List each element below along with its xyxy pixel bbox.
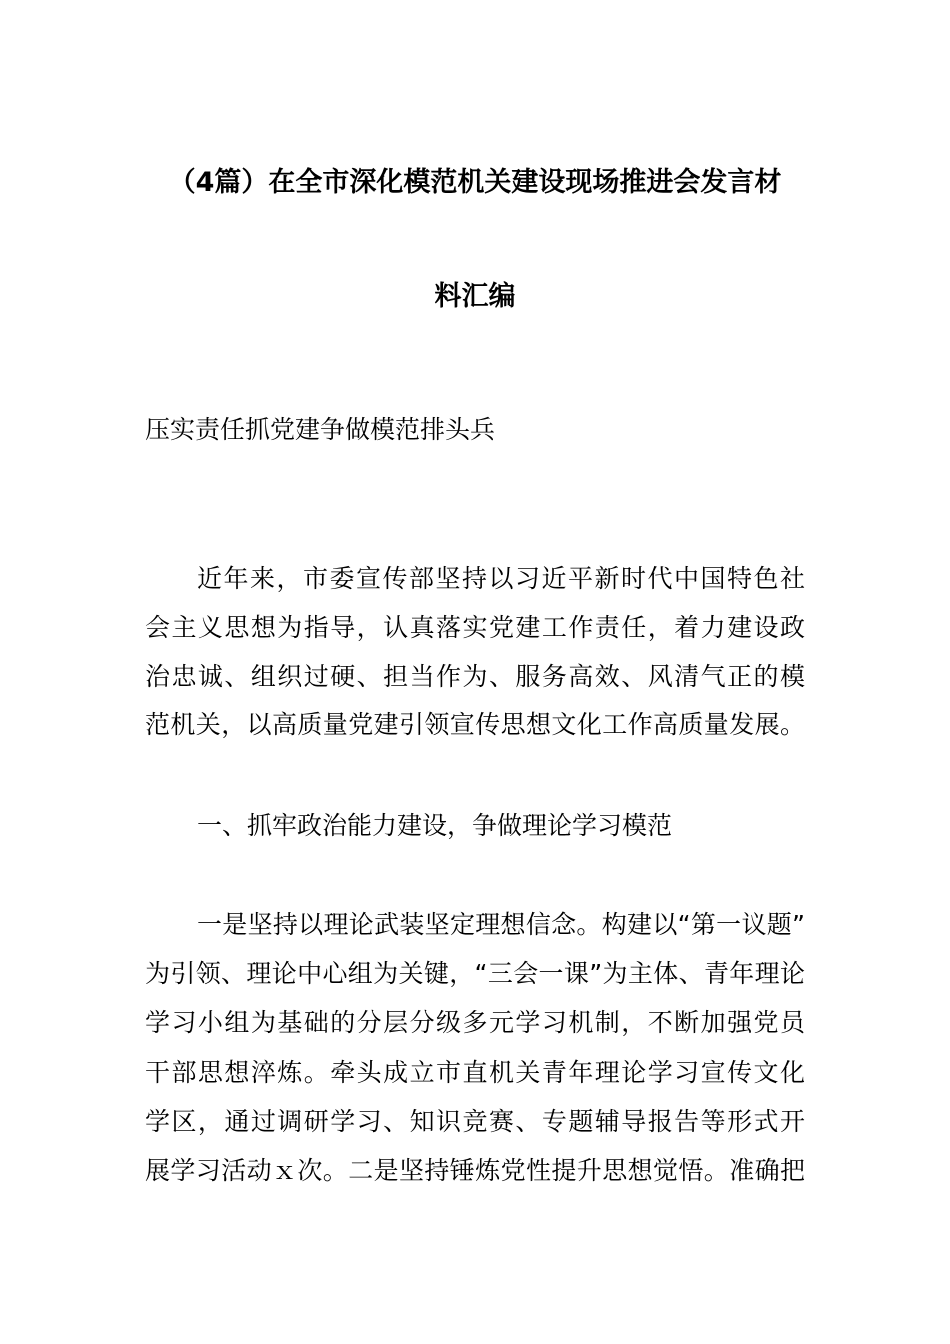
paragraph-line: 干部思想淬炼。牵头成立市直机关青年理论学习宣传文化	[145, 1058, 805, 1087]
paragraph-line: 一是坚持以理论武装坚定理想信念。构建以“第一议题”	[197, 910, 805, 939]
paragraph-line: 会主义思想为指导，认真落实党建工作责任，着力建设政	[145, 613, 805, 642]
subtitle: 压实责任抓党建争做模范排头兵	[145, 415, 496, 444]
document-title-line-1: （4篇）在全市深化模范机关建设现场推进会发言材	[168, 167, 782, 198]
paragraph-line: 治忠诚、组织过硬、担当作为、服务高效、风清气正的模	[145, 662, 805, 691]
paragraph-line: 展学习活动ｘ次。二是坚持锤炼党性提升思想觉悟。准确把	[145, 1156, 805, 1185]
paragraph-line: 学区，通过调研学习、知识竞赛、专题辅导报告等形式开	[145, 1107, 805, 1136]
paragraph-line: 范机关，以高质量党建引领宣传思想文化工作高质量发展。	[145, 710, 805, 739]
document-title-line-2: 料汇编	[434, 281, 516, 312]
section-heading: 一、抓牢政治能力建设，争做理论学习模范	[197, 811, 673, 840]
paragraph-line: 学习小组为基础的分层分级多元学习机制，不断加强党员	[145, 1008, 805, 1037]
paragraph-line: 为引领、理论中心组为关键，“三会一课”为主体、青年理论	[145, 959, 805, 988]
paragraph-line: 近年来，市委宣传部坚持以习近平新时代中国特色社	[197, 564, 805, 593]
